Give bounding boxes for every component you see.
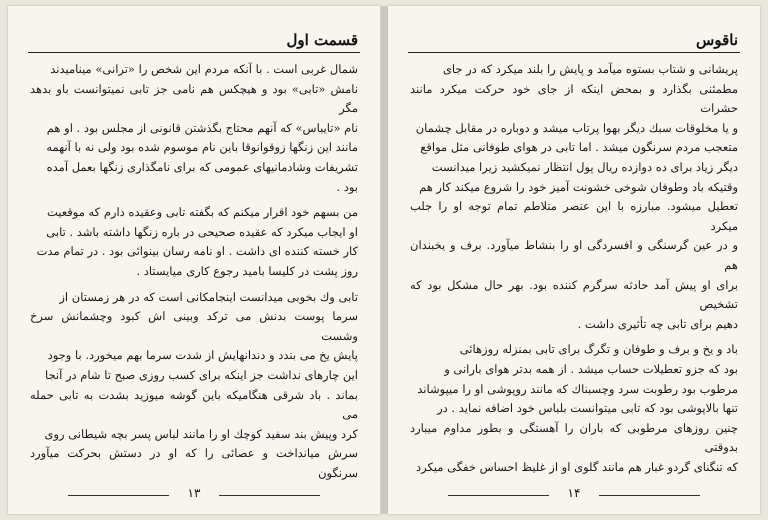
right-paragraph-2: باد و یخ و برف و طوفان و تگرگ برای تابی بمنزله روزهائی بود که جزو تعطیلات حساب میشد . از همه بدتر هوای بارانی و مرطوب بود رطوبت سرد وچسبناك که مانند روپوشی او را میپوشاند تنها بالاپوشی بود که تابی میتوانست بلباس خود اضافه نماید . در چنین روزهای مرطوبی که باران را آهستگی و بطور مداوم میبارد بدوقتی که تنگنای گردو غبار هم مانند گلوی او از غلیظ احساس خفگی میکرد [410, 342, 738, 474]
left-page-header-title: قسمت اول [286, 31, 358, 49]
right-paragraph-1: پریشانی و شتاب بستوه میآمد و پایش را بلند میکرد که در جای مطمئنی بگذارد و بمحض اینکه از جای خود حرکت میکرد مانند حشرات و یا مخلوقات سبك دیگر بهوا پرتاب میشد و دوباره در مقابل چشمان متعجب مردم سرنگون میشد . اما تابی در هوای طوفانی مثل مواقع دیگر زیاد برای ده دوازده ریال پول انتظار نمیکشید زیرا میدانست وقتیکه باد وطوفان شوخی خشونت آمیز خود را شروع میکند کار هم تعطیل میشود. مبارزه با این عنصر متلاطم تمام توجه او را جلب میکرد و در عین گرسنگی و افسردگی او را بنشاط میآورد. برف و یخبندان هم برای او پیش آمد حادثه سرگرم کننده بود. بهر حال مشکل بود که تشخیص دهیم برای تابی چه تأثیری داشت . [410, 62, 738, 331]
left-page-footer [68, 488, 320, 502]
book-gutter [380, 6, 388, 514]
left-page-number: ۱۳ [187, 486, 201, 500]
footer-rule-right [599, 495, 700, 496]
right-page-number: ۱۴ [567, 486, 581, 500]
left-paragraph-1: شمال غربی است . با آنکه مردم این شخص را «ترانی» مینامیدند نامش «تابی» بود و هیچکس هم نامی جز تابی نمیتوانست باو بدهد مگر نام «تایباس» که آنهم محتاج بگذشتن قانونی از مجلس بود . او هم مانند این زنگها زوقوانوقا باین نام موسوم شده بود ولی نه با آنهمه تشریفات وشادمانیهای عمومی که برای نامگذاری زنگها بعمل آمده بود . [30, 62, 358, 194]
left-page-body [30, 60, 358, 480]
right-page-body [410, 60, 738, 480]
left-paragraph-2: من بسهم خود اقرار میکنم که بگفته تابی وعقیده دارم که موقعیت او ایجاب میکرد که عقیده صحیحی در باره زنگها داشته باشد . تابی کار خسته کننده ای داشت . او نامه رسان بینوائی بود . در تمام مدت روز پشت در کلیسا بامید رجوع کاری میایستاد . [36, 205, 358, 278]
right-page-footer [448, 488, 700, 502]
right-page-header-title: ناقوس [696, 31, 738, 49]
right-page [388, 6, 760, 514]
left-page [8, 6, 380, 514]
footer-rule-right [219, 495, 320, 496]
left-page-header [28, 30, 360, 53]
right-page-header [408, 30, 740, 53]
left-paragraph-3: تابی وك بخوبی میدانست اینجامکانی است که در هر زمستان از سرما پوست بدنش می ترکد وبینی اش کبود وچشمانش سرخ وشست پایش یخ می بندد و دندانهایش از شدت سرما بهم میخورد. با وجود این چارهای نداشت جز اینکه برای کسب روزی صبح تا شام در آنجا بماند . باد شرقی هنگامیکه باین گوشه میوزید بشدت به تابی حمله می کرد وپیش بند سفید کوچك او را مانند لباس پسر بچه شیطانی روی سرش میانداخت و عصائی را که او در دستش بحرکت میآورد سرنگون [30, 289, 358, 480]
